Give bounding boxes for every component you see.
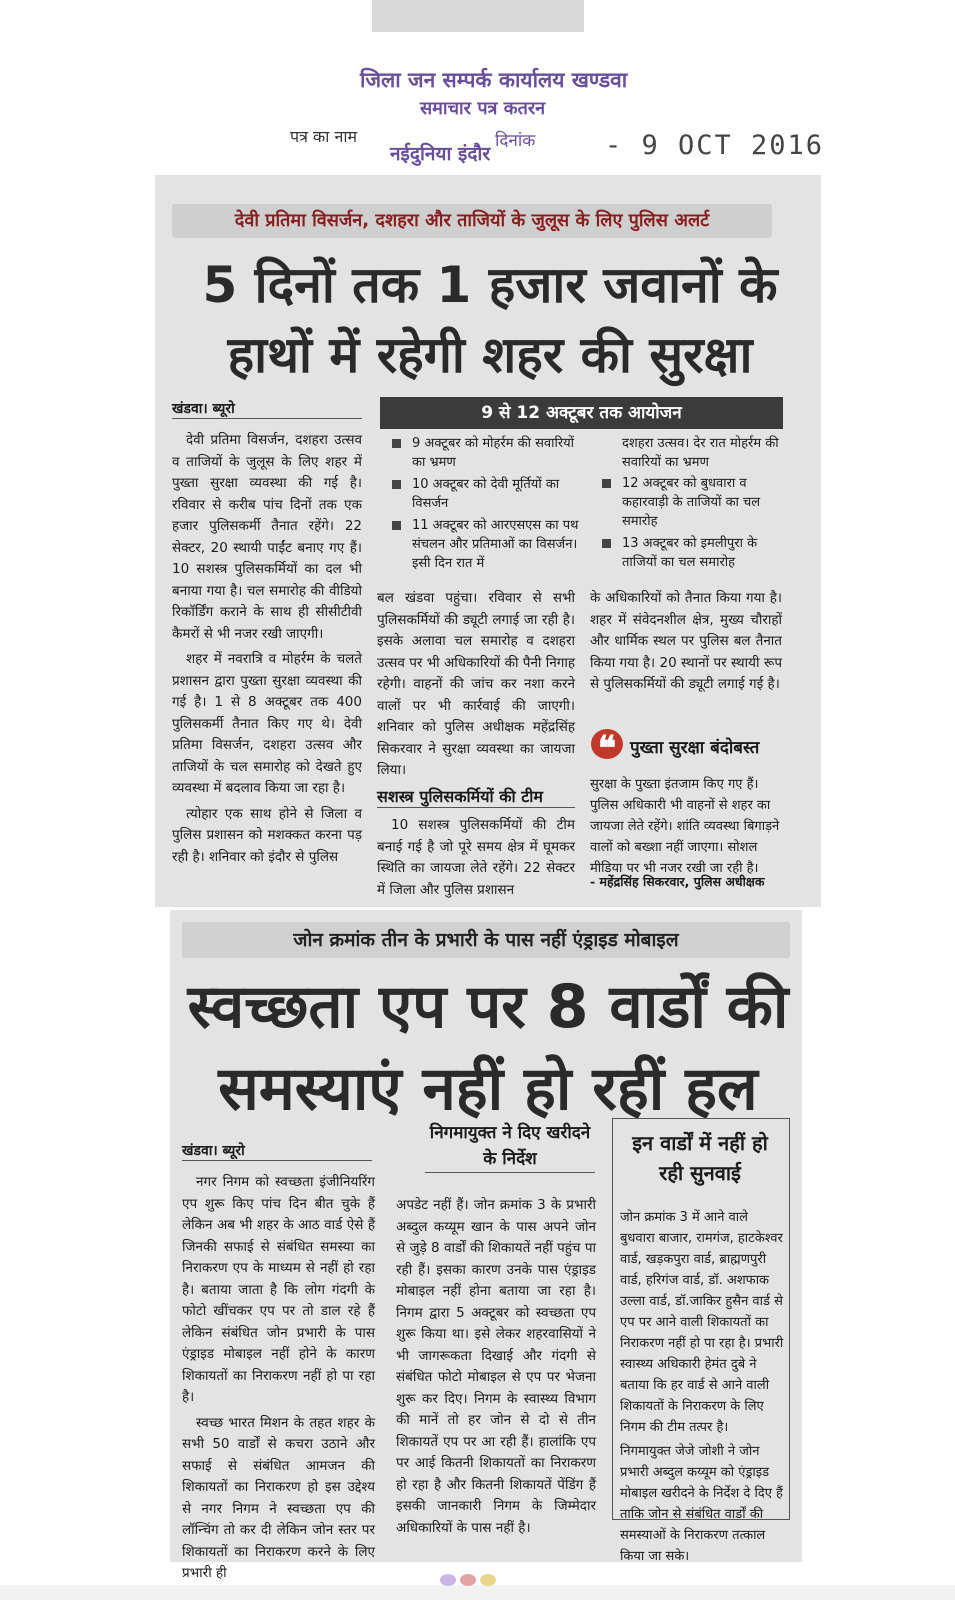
list-item: 9 अक्टूबर को मोहर्रम की सवारियों का भ्रमण: [390, 434, 580, 472]
scanner-edge: [372, 0, 584, 32]
color-dot: [440, 1574, 456, 1586]
article1-byline: खंडवा। ब्यूरो: [172, 399, 362, 419]
article1-headline: 5 दिनों तक 1 हजार जवानों के हाथों में रहेगी शहर की सुरक्षा: [202, 256, 778, 384]
article2-kicker: जोन क्रमांक तीन के प्रभारी के पास नहीं एंड्राइड मोबाइल: [182, 922, 790, 958]
color-dot: [480, 1574, 496, 1586]
article2-col1: [182, 1172, 375, 1589]
article1-subhead: सशस्त्र पुलिसकर्मियों की टीम: [377, 785, 575, 808]
quote-attribution: - महेंद्रसिंह सिकरवार, पुलिस अधीक्षक: [590, 874, 765, 889]
scanner-edge-bottom: [0, 1585, 955, 1600]
article1-col2: बल खंडवा पहुंचा। रविवार से सभी पुलिसकर्मियों की ड्यूटी लगाई जा रही है। इसके अलावा चल समारोह व दशहरा उत्सव पर भी अधिकारियों की पैनी निगाह रहेगी। वाहनों की जांच कर नशा करने वालों पर भी कार्रवाई की जाएगी। शनिवार को पुलिस अधीक्षक महेंद्रसिंह सिकरवार ने सुरक्षा व्यवस्था का जायजा लिया।: [377, 590, 575, 778]
stamp-date-label: दिनांक: [495, 131, 536, 151]
article1-kicker: देवी प्रतिमा विसर्जन, दशहरा और ताजियों के जुलूस के लिए पुलिस अलर्ट: [172, 204, 772, 238]
quote-icon: ❝: [591, 729, 623, 759]
stamp-subtitle: समाचार पत्र कतरन: [420, 98, 546, 119]
article1-col3: के अधिकारियों को तैनात किया गया है। शहर में संवेदनशील क्षेत्र, मुख्य चौराहों और धार्मिक स्थल पर पुलिस बल तैनात किया गया है। 20 स्थानों पर स्थायी रूप से पुलिसकर्मियों की ड्यूटी लगाई गई है।: [590, 590, 782, 692]
article2-mid-head: निगमायुक्त ने दिए खरीदने के निर्देश: [425, 1120, 595, 1173]
stamp-date: - 9 OCT 2016: [605, 130, 825, 161]
paragraph: देवी प्रतिमा विसर्जन, दशहरा उत्सव व ताजियों के जुलूस के लिए शहर में पुख्ता सुरक्षा व्यवस्था की गई है। रविवार से करीब पांच दिनों तक एक हजार पुलिसकर्मी तैनात रहेंगे। 22 सेक्टर, 20 स्थायी पाईंट बनाए गए हैं। 10 सशस्त्र पुलिसकर्मियों का दल भी बनाया गया है। चल समारोह की वीडियो रिकॉर्डिंग कराने के साथ ही सीसीटीवी कैमरों से भी नजर रखी जाएगी।: [172, 432, 362, 642]
paragraph: स्वच्छ भारत मिशन के तहत शहर के सभी 50 वार्डों से कचरा उठाने और सफाई से संबंधित आमजन की शिकायतों का निराकरण हो इस उद्देश्य से नगर निगम ने स्वच्छता एप की लॉन्चिंग तो कर दी लेकिन जोन स्तर पर शिकायतों का निराकरण करने के लिए प्रभारी ही: [182, 1414, 375, 1581]
paragraph: त्योहार एक साथ होने से जिला व पुलिस प्रशासन को मशक्कत करना पड़ रही है। शनिवार को इंदौर से पुलिस: [172, 805, 362, 865]
list-item: 11 अक्टूबर को आरएसएस का पथ संचलन और प्रतिमाओं का विसर्जन। इसी दिन रात में: [390, 516, 580, 573]
color-dot: [460, 1574, 476, 1586]
paragraph: शहर में नवरात्रि व मोहर्रम के चलते प्रशासन द्वारा पुख्ता सुरक्षा व्यवस्था की गई है। 1 से 8 अक्टूबर तक 400 पुलिसकर्मी तैनात किए गए थे। देवी प्रतिमा विसर्जन, दशहरा उत्सव और ताजियों के चल समारोह को देखते हुए व्यवस्था में बदलाव किया जा रहा है।: [172, 651, 362, 796]
list-item: 13 अक्टूबर को इमलीपुरा के ताजियों का चल समारोह: [600, 534, 787, 572]
paragraph: निगमायुक्त जेजे जोशी ने जोन प्रभारी अब्दुल कय्यूम को एंड्राइड मोबाइल खरीदने के निर्देश दे दिए हैं ताकि जोन से संबंधित वार्डों की समस्याओं के निराकरण तत्काल किया जा सके।: [620, 1444, 783, 1564]
quote-body: सुरक्षा के पुख्ता इंतजाम किए गए हैं। पुलिस अधिकारी भी वाहनों से शहर का जायजा लेते रहेंगे। शांति व्यवस्था बिगाड़ने वालों को बख्शा नहीं जाएगा। सोशल मीडिया पर भी नजर रखी जा रही है।: [590, 777, 780, 876]
schedule-continued: दशहरा उत्सव। देर रात मोहर्रम की सवारियों का भ्रमण: [622, 436, 779, 470]
paragraph: नगर निगम को स्वच्छता इंजीनियरिंग एप शुरू किए पांच दिन बीत चुके हैं लेकिन अब भी शहर के आठ वार्ड ऐसे हैं जिनकी सफाई से संबंधित समस्या का निराकरण एप के माध्यम से नहीं हो रहा है। बताया जाता है कि लोग गंदगी के फोटो खींचकर एप पर तो डाल रहे हैं लेकिन संबंधित जोन प्रभारी के पास एंड्राइड मोबाइल नहीं होने के कारण शिकायतों का निराकरण नहीं हो पा रहा है।: [182, 1174, 375, 1405]
article2-col2: अपडेट नहीं हैं। जोन क्रमांक 3 के प्रभारी अब्दुल कय्यूम खान के पास अपने जोन से जुड़े 8 वार्डों की शिकायतें नहीं पहुंच पा रही हैं। इसका कारण उनके पास एंड्राइड मोबाइल नहीं होना बताया जा रहा है। निगम द्वारा 5 अक्टूबर को स्वच्छता एप शुरू किया था। इसे लेकर शहरवासियों ने भी जागरूकता दिखाई और गंदगी से संबंधित फोटो मोबाइल से एप पर भेजना शुरू कर दिए। निगम के स्वास्थ्य विभाग की मानें तो हर जोन से दो से तीन शिकायतें एप पर आ रही हैं। हालांकि एप पर आई कितनी शिकायतों का निराकरण हो रहा है और कितनी शिकायतें पेंडिंग हैं इसकी जानकारी निगम के जिम्मेदार अधिकारियों के पास नहीं है।: [396, 1197, 596, 1536]
list-item: 10 अक्टूबर को देवी मूर्तियों का विसर्जन: [390, 475, 580, 513]
schedule-list-right: [600, 474, 787, 575]
article1-col1: [172, 430, 362, 872]
paragraph: जोन क्रमांक 3 में आने वाले बुधवारा बाजार, रामगंज, हाटकेश्वर वार्ड, खड़कपुरा वार्ड, ब्राह्मणपुरी वार्ड, हरिगंज वार्ड, डॉ. अशफाक उल्ला वार्ड, डॉ.जाकिर हुसैन वार्ड से एप पर आने वाली शिकायतों का निराकरण नहीं हो पा रहा है। प्रभारी स्वास्थ्य अधिकारी हेमंत दुबे ने बताया कि हर वार्ड से आने वाली शिकायतों के निराकरण के लिए निगम की टीम तत्पर है।: [620, 1210, 784, 1435]
schedule-list-left: [390, 434, 580, 576]
quote-title: पुख्ता सुरक्षा बंदोबस्त: [630, 738, 760, 758]
sidebar-body: [620, 1207, 784, 1570]
article2-headline: स्वच्छता एप पर 8 वार्डों की समस्याएं नहीं हो रहीं हल: [187, 972, 789, 1124]
schedule-box-title: 9 से 12 अक्टूबर तक आयोजन: [380, 397, 783, 429]
stamp-paper-name: नईदुनिया इंदौर: [390, 143, 491, 165]
list-item: 12 अक्टूबर को बुधवारा व कहारवाड़ी के ताजियों का चल समारोह: [600, 474, 787, 531]
article1-col2b: 10 सशस्त्र पुलिसकर्मियों की टीम बनाई गई है जो पूरे समय क्षेत्र में घूमकर स्थिति का जायजा लेते रहेंगे। 22 सेक्टर में जिला और पुलिस प्रशासन: [377, 817, 575, 898]
sidebar-title: इन वार्डों में नहीं हो रही सुनवाई: [632, 1131, 768, 1185]
article2-byline: खंडवा। ब्यूरो: [182, 1141, 372, 1161]
stamp-office: जिला जन सम्पर्क कार्यालय खण्डवा: [360, 68, 628, 92]
stamp-paper-label: पत्र का नाम: [290, 127, 358, 146]
